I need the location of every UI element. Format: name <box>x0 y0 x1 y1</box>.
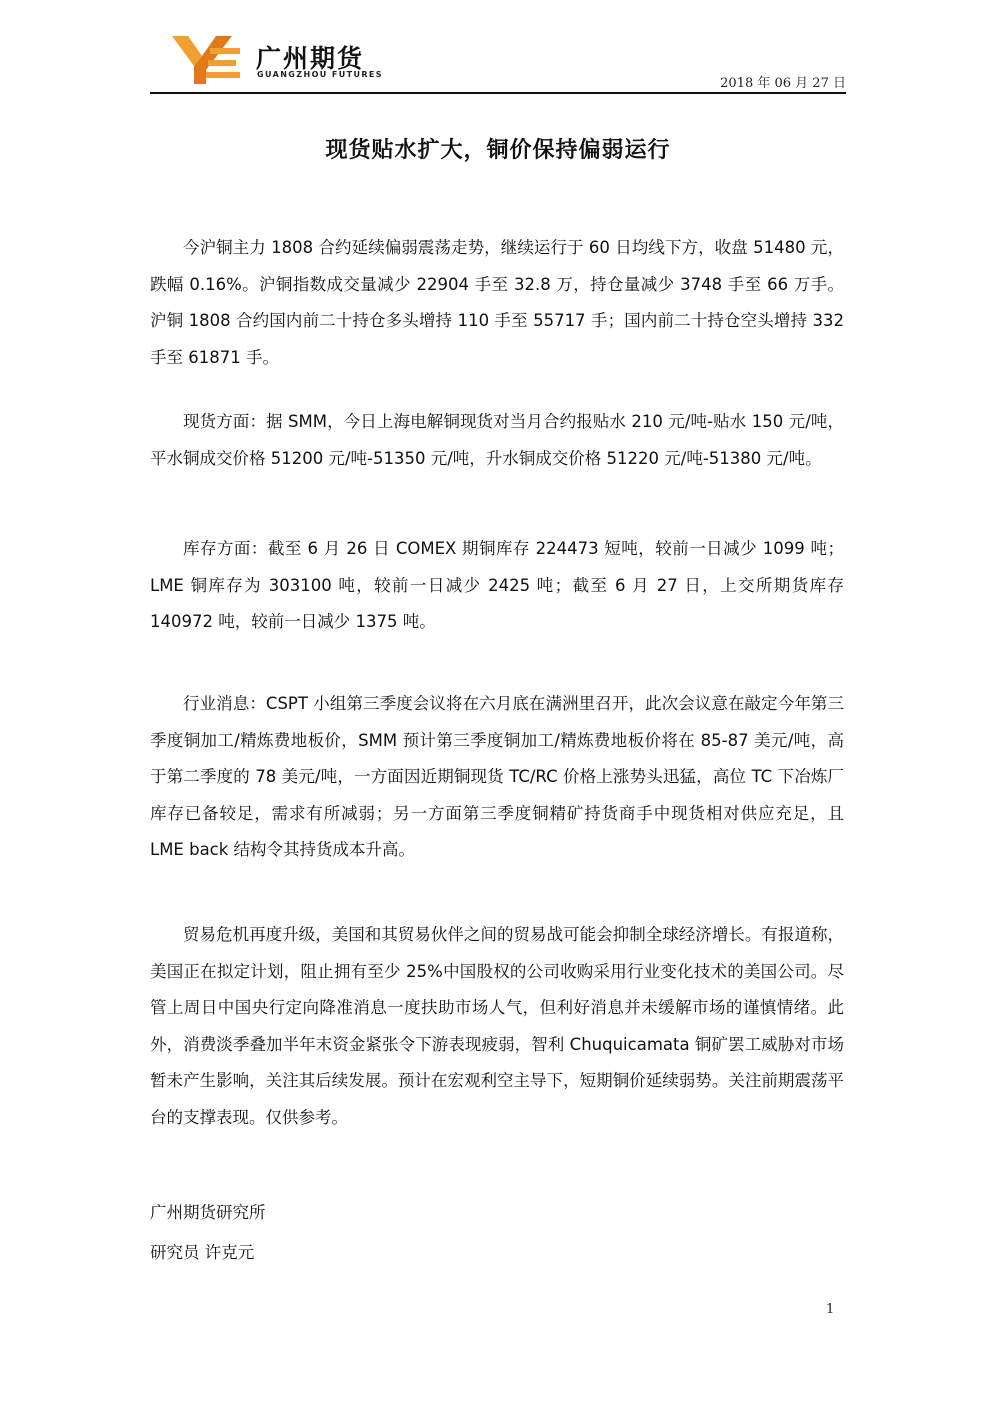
signature-researcher: 研究员 许克元 <box>150 1243 255 1262</box>
report-title: 现货贴水扩大，铜价保持偏弱运行 <box>325 138 671 163</box>
paragraph-spot: 现货方面：据 SMM，今日上海电解铜现货对当月合约报贴水 210 元/吨-贴水 150 元/吨，平水铜成交价格 51200 元/吨-51350 元/吨，升水铜成交价格 51220 元/吨-51380 元/吨。 <box>150 412 844 468</box>
report-date: 2018 年 06 月 27 日 <box>720 76 846 91</box>
logo-mark-icon <box>172 36 244 84</box>
paragraph-macro: 贸易危机再度升级，美国和其贸易伙伴之间的贸易战可能会抑制全球经济增长。有报道称，美国正在拟定计划，阻止拥有至少 25%中国股权的公司收购采用行业变化技术的美国公司。尽管上周日中国央行定向降准消息一度扶助市场人气，但利好消息并未缓解市场的谨慎情绪。此外，消费淡季叠加半年末资金紧张令下游表现疲弱，智利 Chuquicamata 铜矿罢工威胁对市场暂未产生影响，关注其后续发展。预计在宏观利空主导下，短期铜价延续弱势。关注前期震荡平台的支撑表现。仅供参考。 <box>150 925 844 1127</box>
header-divider <box>150 92 846 94</box>
paragraph-industry: 行业消息：CSPT 小组第三季度会议将在六月底在满洲里召开，此次会议意在敲定今年第三季度铜加工/精炼费地板价，SMM 预计第三季度铜加工/精炼费地板价将在 85-87 美元/吨，高于第二季度的 78 美元/吨，一方面因近期铜现货 TC/RC 价格上涨势头迅猛，高位 TC 下冶炼厂库存已备较足，需求有所减弱；另一方面第三季度铜精矿持货商手中现货相对供应充足，且 LME back 结构令其持货成本升高。 <box>150 694 844 859</box>
logo-english-name: GUANGZHOU FUTURES <box>257 70 383 79</box>
signature-org: 广州期货研究所 <box>150 1203 266 1222</box>
paragraph-inventory: 库存方面：截至 6 月 26 日 COMEX 期铜库存 224473 短吨，较前一日减少 1099 吨；LME 铜库存为 303100 吨，较前一日减少 2425 吨；截至 6 月 27 日，上交所期货库存 140972 吨，较前一日减少 1375 吨。 <box>150 539 844 631</box>
document-header <box>150 30 846 96</box>
logo-chinese-name: 广州期货 <box>256 44 365 73</box>
company-logo <box>172 36 392 84</box>
page-number: 1 <box>826 1302 835 1317</box>
paragraph-market: 今沪铜主力 1808 合约延续偏弱震荡走势，继续运行于 60 日均线下方，收盘 51480 元，跌幅 0.16%。沪铜指数成交量减少 22904 手至 32.8 万，持仓量减少 3748 手至 66 万手。沪铜 1808 合约国内前二十持仓多头增持 110 手至 55717 手；国内前二十持仓空头增持 332 手至 61871 手。 <box>150 238 844 367</box>
